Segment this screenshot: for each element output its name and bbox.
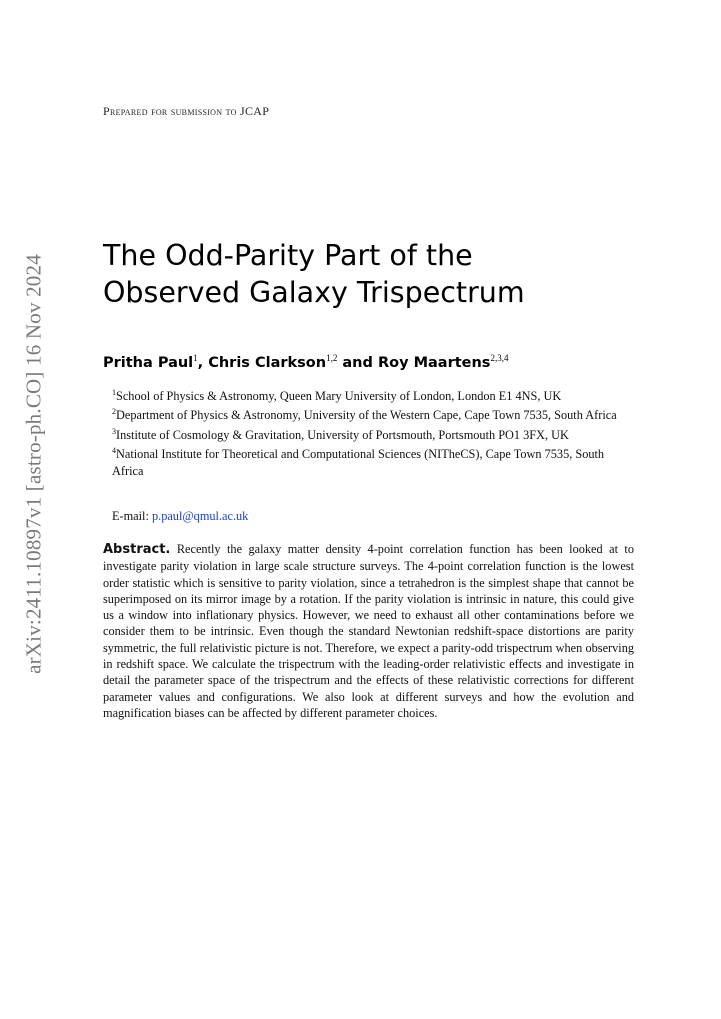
affiliation-text: School of Physics & Astronomy, Queen Mary University of London, London E1 4NS, UK xyxy=(116,389,562,404)
author-affil-sup: 2,3,4 xyxy=(490,353,509,363)
abstract-text: Recently the galaxy matter density 4-point correlation function has been looked at to investigate parity violation in large scale structure surveys. The 4-point correlation function is the lowest order statistic which is sensitive to parity violation, since a tetrahedron is the simplest shape that cannot be superimposed on its mirror image by a rotation. If the parity violation is intrinsic in nature, this could give us a window into inflationary physics. However, we need to exhaust all other contaminations before we consider them to be intrinsic. Even though the standard Newtonian redshift-space distortions are parity symmetric, the full relativistic picture is not. Therefore, we expect a parity-odd trispectrum when observing in redshift space. We calculate the trispectrum with the leading-order relativistic effects and investigate in detail the parameter space of the trispectrum and the effects of these relativistic corrections for different parameter values and configurations. We also look at different surveys and how the evolution and magnification biases can be affected by different parameter choices. xyxy=(103,542,635,720)
affiliation-text: Department of Physics & Astronomy, University of the Western Cape, Cape Town 7535, South Africa xyxy=(116,408,617,423)
author-name: Pritha Paul xyxy=(103,354,194,371)
abstract xyxy=(103,541,634,721)
affiliation-item xyxy=(112,385,634,404)
author-name: Roy Maartens xyxy=(377,354,491,371)
author-name: Chris Clarkson xyxy=(208,354,327,371)
email-label: E-mail: xyxy=(112,509,149,523)
author-list xyxy=(103,353,508,371)
title-line-1: The Odd-Parity Part of the xyxy=(103,239,473,273)
author-separator: and xyxy=(337,354,378,371)
author-separator: , xyxy=(197,354,209,371)
author-affil-sup: 1,2 xyxy=(326,353,338,363)
email-link[interactable]: p.paul@qmul.ac.uk xyxy=(151,509,249,523)
submission-note: Prepared for submission to JCAP xyxy=(103,104,270,118)
affiliation-sup: 2 xyxy=(112,407,116,417)
affiliation-text: Institute of Cosmology & Gravitation, University of Portsmouth, Portsmouth PO1 3FX, UK xyxy=(116,427,569,442)
email-line xyxy=(112,509,248,524)
author-affil-sup: 1 xyxy=(193,353,198,363)
affiliation-sup: 4 xyxy=(112,446,116,456)
affiliation-text: National Institute for Theoretical and Computational Sciences (NITheCS), Cape Town 7535, South Africa xyxy=(112,447,605,478)
affiliations xyxy=(112,385,634,479)
arxiv-sidebar-stamp: arXiv:2411.10897v1 [astro-ph.CO] 16 Nov 2024 xyxy=(21,254,46,674)
title-line-2: Observed Galaxy Trispectrum xyxy=(103,276,525,310)
paper-title xyxy=(103,237,663,311)
affiliation-sup: 1 xyxy=(112,388,116,397)
affiliation-item xyxy=(112,404,634,423)
affiliation-item xyxy=(112,443,634,479)
affiliation-sup: 3 xyxy=(112,426,116,436)
affiliation-item xyxy=(112,424,634,443)
abstract-heading: Abstract. xyxy=(103,542,171,557)
